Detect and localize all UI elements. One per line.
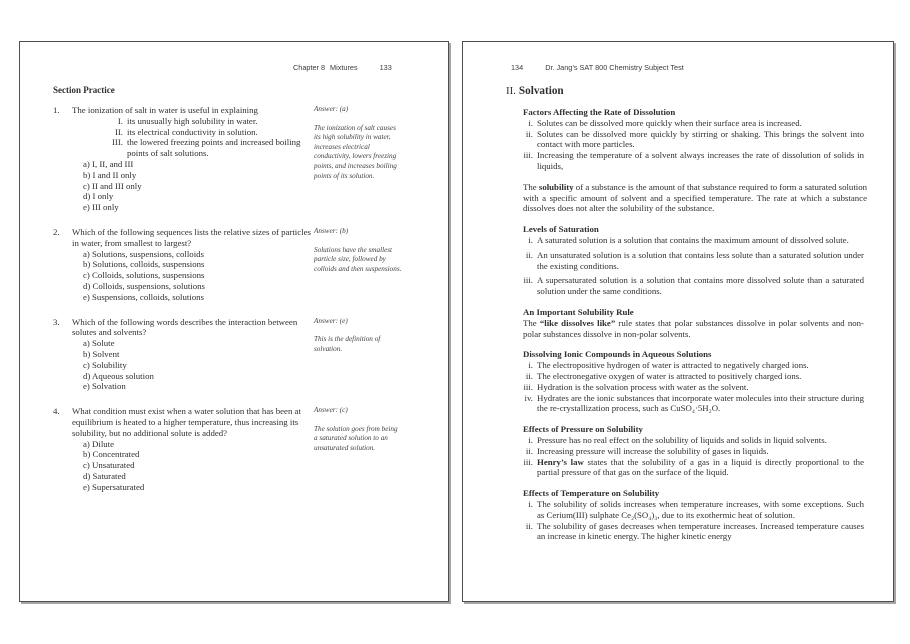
list-item-text: Increasing pressure will increase the solubility of gases in liquids. xyxy=(537,445,769,456)
list-item-text: The electronegative oxygen of water is attracted to positively charged ions. xyxy=(537,370,802,381)
answer-label: Answer: (c) xyxy=(314,406,348,415)
margin-note xyxy=(314,317,402,393)
list-item-text: Increasing the temperature of a solvent always increases the rate of dissolution of solids in liquids, xyxy=(537,150,864,171)
roman-subitem xyxy=(97,116,311,127)
question-1 xyxy=(53,105,408,213)
page-number-left: 133 xyxy=(379,63,392,72)
choice-b: b) Solutions, colloids, suspensions xyxy=(83,259,205,270)
list-item-text: Solutes can be dissolved more quickly when their surface area is increased. xyxy=(537,117,802,128)
choice-b: b) Solvent xyxy=(83,348,120,359)
choice-c: c) II and III only xyxy=(83,180,142,191)
choice-c: c) Unsaturated xyxy=(83,460,135,471)
section-heading: An Important Solubility Rule xyxy=(523,306,634,317)
answer-explanation: The solution goes from being a saturated solution to an unsaturated solution. xyxy=(314,424,398,452)
choice-d: d) Aqueous solution xyxy=(83,370,154,381)
paragraph-text: The xyxy=(523,317,540,328)
question-text: Which of the following words describes the interaction between solutes and solvents? xyxy=(72,316,298,338)
list-item-label: iii. xyxy=(523,150,533,161)
rule-paragraph xyxy=(523,318,864,340)
list-item xyxy=(523,446,864,457)
subitem-label: III. xyxy=(112,137,123,148)
left-page-content xyxy=(20,42,448,493)
list-item-label: i. xyxy=(528,234,533,245)
section-heading: Factors Affecting the Rate of Dissolution xyxy=(523,107,676,117)
list-item-text: The solubility of gases decreases when temperature increases. Increased temperature causes an increase in kinetic energy. The higher kinetic energy xyxy=(537,520,864,542)
paragraph-text: states that the solubility of a gas in a liquid is directly proportional to the partial pressure of that gas on the surface of the liquid. xyxy=(537,456,864,478)
subitem-text: its electrical conductivity in solution. xyxy=(127,126,258,137)
section-heading: Levels of Saturation xyxy=(523,224,599,235)
question-text: Which of the following sequences lists the relative sizes of particles in water, from smallest to largest? xyxy=(72,226,311,248)
question-number: 1. xyxy=(53,105,60,115)
question-2-body xyxy=(53,227,311,303)
bold-term: solubility xyxy=(538,181,574,192)
answer-explanation: The ionization of salt causes its high solubility in water, increases electrical conductivity, lowers freezing points, and increases boiling points of its solution. xyxy=(314,123,397,180)
list-item-label: ii. xyxy=(525,249,533,260)
list-item-text: Solutes can be dissolved more quickly by stirring or shaking. This brings the solvent into contact with more particles. xyxy=(537,128,864,150)
solubility-paragraph xyxy=(523,182,867,214)
list-item-text: The electropositive hydrogen of water is attracted to negatively charged ions. xyxy=(537,360,809,371)
list-item xyxy=(523,118,864,129)
section-heading: Effects of Temperature on Solubility xyxy=(523,488,660,499)
choice-e: e) Suspensions, colloids, solutions xyxy=(83,291,204,302)
running-head-left xyxy=(293,63,408,72)
list-item xyxy=(523,435,864,446)
list-item-label: ii. xyxy=(525,128,533,139)
margin-note xyxy=(314,105,402,213)
question-number: 2. xyxy=(53,226,60,237)
section-factors xyxy=(523,107,864,172)
choice-a: a) Dilute xyxy=(83,438,115,449)
list-item xyxy=(523,275,864,297)
list-item xyxy=(523,499,864,521)
list-item-label: ii. xyxy=(525,370,533,381)
margin-note xyxy=(314,227,402,303)
section-temperature xyxy=(523,488,864,542)
list-item-text: Hydration is the solvation process with water as the solvent. xyxy=(537,381,749,392)
list-item-label: iv. xyxy=(524,392,533,403)
answer-explanation: Solutions have the smallest particle size, followed by colloids and then suspensions. xyxy=(314,245,402,273)
choice-c: c) Solubility xyxy=(83,359,127,370)
paragraph-text: rule states that polar substances dissolve in polar solvents and non-polar substances dissolve in non-polar solvents. xyxy=(523,317,864,339)
list-item-label: iii. xyxy=(523,456,533,467)
choice-b: b) I and II only xyxy=(83,169,137,180)
heading-numeral: II. xyxy=(506,85,516,97)
roman-subitem xyxy=(97,127,311,138)
list-item-label: i. xyxy=(528,434,533,445)
heading-text: Solvation xyxy=(518,85,564,97)
left-page xyxy=(19,41,449,602)
list-item-label: ii. xyxy=(525,445,533,456)
list-item-text: Pressure has no real effect on the solubility of liquids and solids in liquid solvents. xyxy=(537,434,827,445)
subitem-label: I. xyxy=(117,115,123,126)
list-item xyxy=(523,235,864,246)
list-item xyxy=(523,371,864,382)
subitem-text: its unusually high solubility in water. xyxy=(127,115,258,126)
choices xyxy=(83,338,311,392)
margin-note xyxy=(314,406,402,492)
bold-term: “like dissolves like” xyxy=(539,317,616,328)
choice-a: a) Solute xyxy=(83,338,115,349)
question-number: 3. xyxy=(53,316,60,327)
answer-label: Answer: (a) xyxy=(314,105,349,113)
question-text: What condition must exist when a water solution that has been at equilibrium is heated to a higher temperature, thus increasing its solubility, but no additional solute is added? xyxy=(72,406,301,438)
answer-explanation: This is the definition of solvation. xyxy=(314,335,381,353)
list-item-text: A saturated solution is a solution that contains the maximum amount of dissolved solute. xyxy=(537,234,849,245)
choice-e: e) Solvation xyxy=(83,381,126,392)
list-item xyxy=(523,250,864,272)
list-item-label: iii. xyxy=(523,381,533,392)
answer-label: Answer: (e) xyxy=(314,316,348,325)
section-heading: Dissolving Ionic Compounds in Aqueous Solutions xyxy=(523,349,712,360)
choice-e: e) III only xyxy=(83,202,119,213)
book-title: Dr. Jang’s SAT 800 Chemistry Subject Test xyxy=(545,63,684,72)
question-1-body xyxy=(53,105,311,213)
choice-e: e) Supersaturated xyxy=(83,481,145,492)
list-item-text: A supersaturated solution is a solution that contains more dissolved solute than a saturated solution under the same conditions. xyxy=(537,275,864,297)
list-item-text: An unsaturated solution is a solution that contains less solute than a saturated solution under the existing conditions. xyxy=(537,249,864,271)
roman-subitem xyxy=(97,137,311,159)
list-item-label: iii. xyxy=(523,275,533,286)
list-item-text xyxy=(537,457,864,479)
choice-a: a) I, II, and III xyxy=(83,158,134,169)
choice-b: b) Concentrated xyxy=(83,449,140,460)
section-rule xyxy=(523,307,864,339)
running-head-right xyxy=(511,63,864,72)
section-practice-title: Section Practice xyxy=(53,85,115,95)
choice-d: d) Saturated xyxy=(83,470,126,481)
question-4 xyxy=(53,406,408,492)
list-item-label: i. xyxy=(528,117,533,128)
list-item-label: i. xyxy=(528,360,533,371)
question-3-body xyxy=(53,317,311,393)
choice-d: d) I only xyxy=(83,191,114,202)
question-number: 4. xyxy=(53,406,60,417)
list-item xyxy=(523,150,864,172)
right-page xyxy=(462,41,894,602)
question-text: The ionization of salt in water is useful in explaining xyxy=(72,105,258,115)
choice-a: a) Solutions, suspensions, colloids xyxy=(83,248,204,259)
list-item-text: Hydrates are the ionic substances that incorporate water molecules into their structure during the re-crystallization process, such as CuSO₄·5H₂O. xyxy=(537,392,864,414)
list-item-label: i. xyxy=(528,498,533,509)
section-heading: Effects of Pressure on Solubility xyxy=(523,424,643,435)
list-item xyxy=(523,129,864,151)
right-page-content xyxy=(463,42,893,542)
bold-term: Henry’s law xyxy=(537,456,584,467)
chapter-section-heading xyxy=(506,85,864,97)
subitem-text: the lowered freezing points and increased boiling points of salt solutions. xyxy=(127,137,301,159)
page-number-right: 134 xyxy=(511,63,524,72)
section-pressure xyxy=(523,424,864,478)
list-item xyxy=(523,457,864,479)
question-3 xyxy=(53,317,408,393)
choice-c: c) Colloids, solutions, suspensions xyxy=(83,270,205,281)
choices xyxy=(83,159,311,213)
list-item-label: ii. xyxy=(525,520,533,531)
chapter-label: Chapter 8 xyxy=(293,63,326,72)
list-item xyxy=(523,382,864,393)
question-4-body xyxy=(53,406,311,492)
list-item xyxy=(523,393,864,415)
choices xyxy=(83,249,311,303)
question-2 xyxy=(53,227,408,303)
section-saturation xyxy=(523,224,864,297)
list-item xyxy=(523,521,864,543)
choices xyxy=(83,439,311,493)
subitem-label: II. xyxy=(114,126,123,137)
paragraph-text: The xyxy=(523,181,539,192)
choice-d: d) Colloids, suspensions, solutions xyxy=(83,280,205,291)
list-item-text: The solubility of solids increases when temperature increases, with some exceptions. Such as Cerium(III) sulphate Ce₂(SO₄)₃, due to its exothermic heat of solution. xyxy=(537,498,864,520)
list-item xyxy=(523,360,864,371)
section-dissolving xyxy=(523,349,864,414)
paragraph-text: of a substance is the amount of that substance required to form a saturated solution with a specific amount of solvent and a specified temperature. The rate at which a substance dissolves does not alter the solubility of the substance. xyxy=(523,181,868,214)
chapter-title: Mixtures xyxy=(330,63,358,72)
answer-label: Answer: (b) xyxy=(314,226,349,235)
